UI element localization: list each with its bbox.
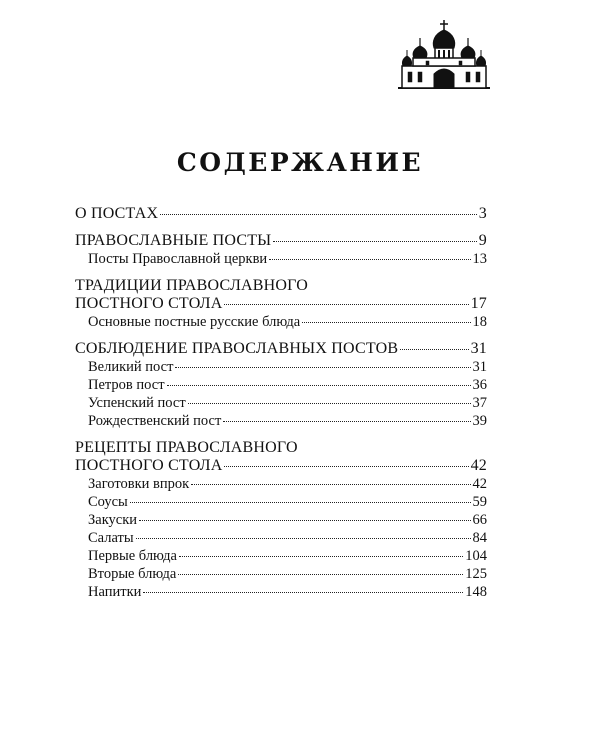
dot-leader [179, 546, 463, 557]
toc-subentry [75, 511, 487, 529]
toc-subentry [75, 565, 487, 583]
table-of-contents [75, 205, 487, 601]
toc-subentry [75, 475, 487, 493]
toc-entry [75, 295, 487, 313]
toc-subentry [75, 313, 487, 331]
toc-subentry [75, 412, 487, 430]
toc-entry-label: Рождественский пост [88, 413, 222, 429]
toc-entry-page: 59 [472, 494, 487, 510]
toc-entry-label: Заготовки впрок [88, 476, 190, 492]
toc-entry-label: Великий пост [88, 359, 174, 375]
toc-entry-page: 148 [465, 584, 487, 600]
toc-entry-page: 31 [470, 340, 487, 357]
toc-entry-page: 31 [472, 359, 487, 375]
dot-leader [188, 393, 471, 404]
dot-leader [269, 249, 470, 260]
toc-entry [75, 457, 487, 475]
toc-entry-label: Успенский пост [88, 395, 186, 411]
toc-entry-label: ПРАВОСЛАВНЫЕ ПОСТЫ [75, 232, 272, 249]
dot-leader [224, 294, 468, 305]
dot-leader [130, 492, 471, 503]
toc-entry-page: 104 [465, 548, 487, 564]
dot-leader [223, 411, 470, 422]
dot-leader [302, 312, 470, 323]
toc-entry-label: Салаты [88, 530, 134, 546]
toc-entry-page: 42 [472, 476, 487, 492]
dot-leader [175, 357, 470, 368]
toc-entry-label: Вторые блюда [88, 566, 177, 582]
toc-subentry [75, 376, 487, 394]
toc-entry-page: 39 [472, 413, 487, 429]
dot-leader [400, 339, 468, 350]
toc-entry-page: 13 [472, 251, 487, 267]
dot-leader [273, 231, 476, 242]
toc-entry-label: Петров пост [88, 377, 165, 393]
toc-subentry [75, 583, 487, 601]
dot-leader [136, 528, 471, 539]
toc-entry-page: 125 [465, 566, 487, 582]
toc-entry-label: О ПОСТАХ [75, 205, 159, 222]
toc-subentry [75, 394, 487, 412]
dot-leader [160, 204, 477, 215]
dot-leader [178, 564, 463, 575]
toc-subentry [75, 493, 487, 511]
toc-entry-page: 3 [478, 205, 487, 222]
toc-entry-label: Первые блюда [88, 548, 177, 564]
page-title: СОДЕРЖАНИЕ [176, 148, 424, 177]
toc-entry-label: СОБЛЮДЕНИЕ ПРАВОСЛАВНЫХ ПОСТОВ [75, 340, 399, 357]
toc-entry-page: 66 [472, 512, 487, 528]
toc-entry-page: 18 [472, 314, 487, 330]
dot-leader [224, 456, 468, 467]
toc-entry-page: 37 [472, 395, 487, 411]
toc-entry [75, 340, 487, 358]
toc-entry-label: Соусы [88, 494, 128, 510]
dot-leader [167, 375, 471, 386]
dot-leader [143, 582, 463, 593]
toc-entry-label-line1: ТРАДИЦИИ ПРАВОСЛАВНОГО [75, 277, 308, 294]
dot-leader [139, 510, 470, 521]
toc-subentry [75, 547, 487, 565]
toc-entry-label-line1: РЕЦЕПТЫ ПРАВОСЛАВНОГО [75, 439, 298, 456]
toc-entry-label: Посты Православной церкви [88, 251, 268, 267]
toc-entry-label: ПОСТНОГО СТОЛА [75, 457, 223, 474]
toc-entry-page: 36 [472, 377, 487, 393]
toc-entry [75, 232, 487, 250]
toc-entry-label: ПОСТНОГО СТОЛА [75, 295, 223, 312]
toc-entry [75, 205, 487, 223]
cathedral-icon [398, 18, 490, 90]
toc-entry-page: 84 [472, 530, 487, 546]
toc-subentry [75, 529, 487, 547]
toc-entry-page: 9 [478, 232, 487, 249]
toc-subentry [75, 358, 487, 376]
toc-entry-page: 42 [470, 457, 487, 474]
toc-entry-page: 17 [470, 295, 487, 312]
toc-entry-label: Закуски [88, 512, 138, 528]
toc-entry-label: Основные постные русские блюда [88, 314, 301, 330]
toc-subentry [75, 250, 487, 268]
dot-leader [191, 474, 470, 485]
toc-entry-label: Напитки [88, 584, 142, 600]
